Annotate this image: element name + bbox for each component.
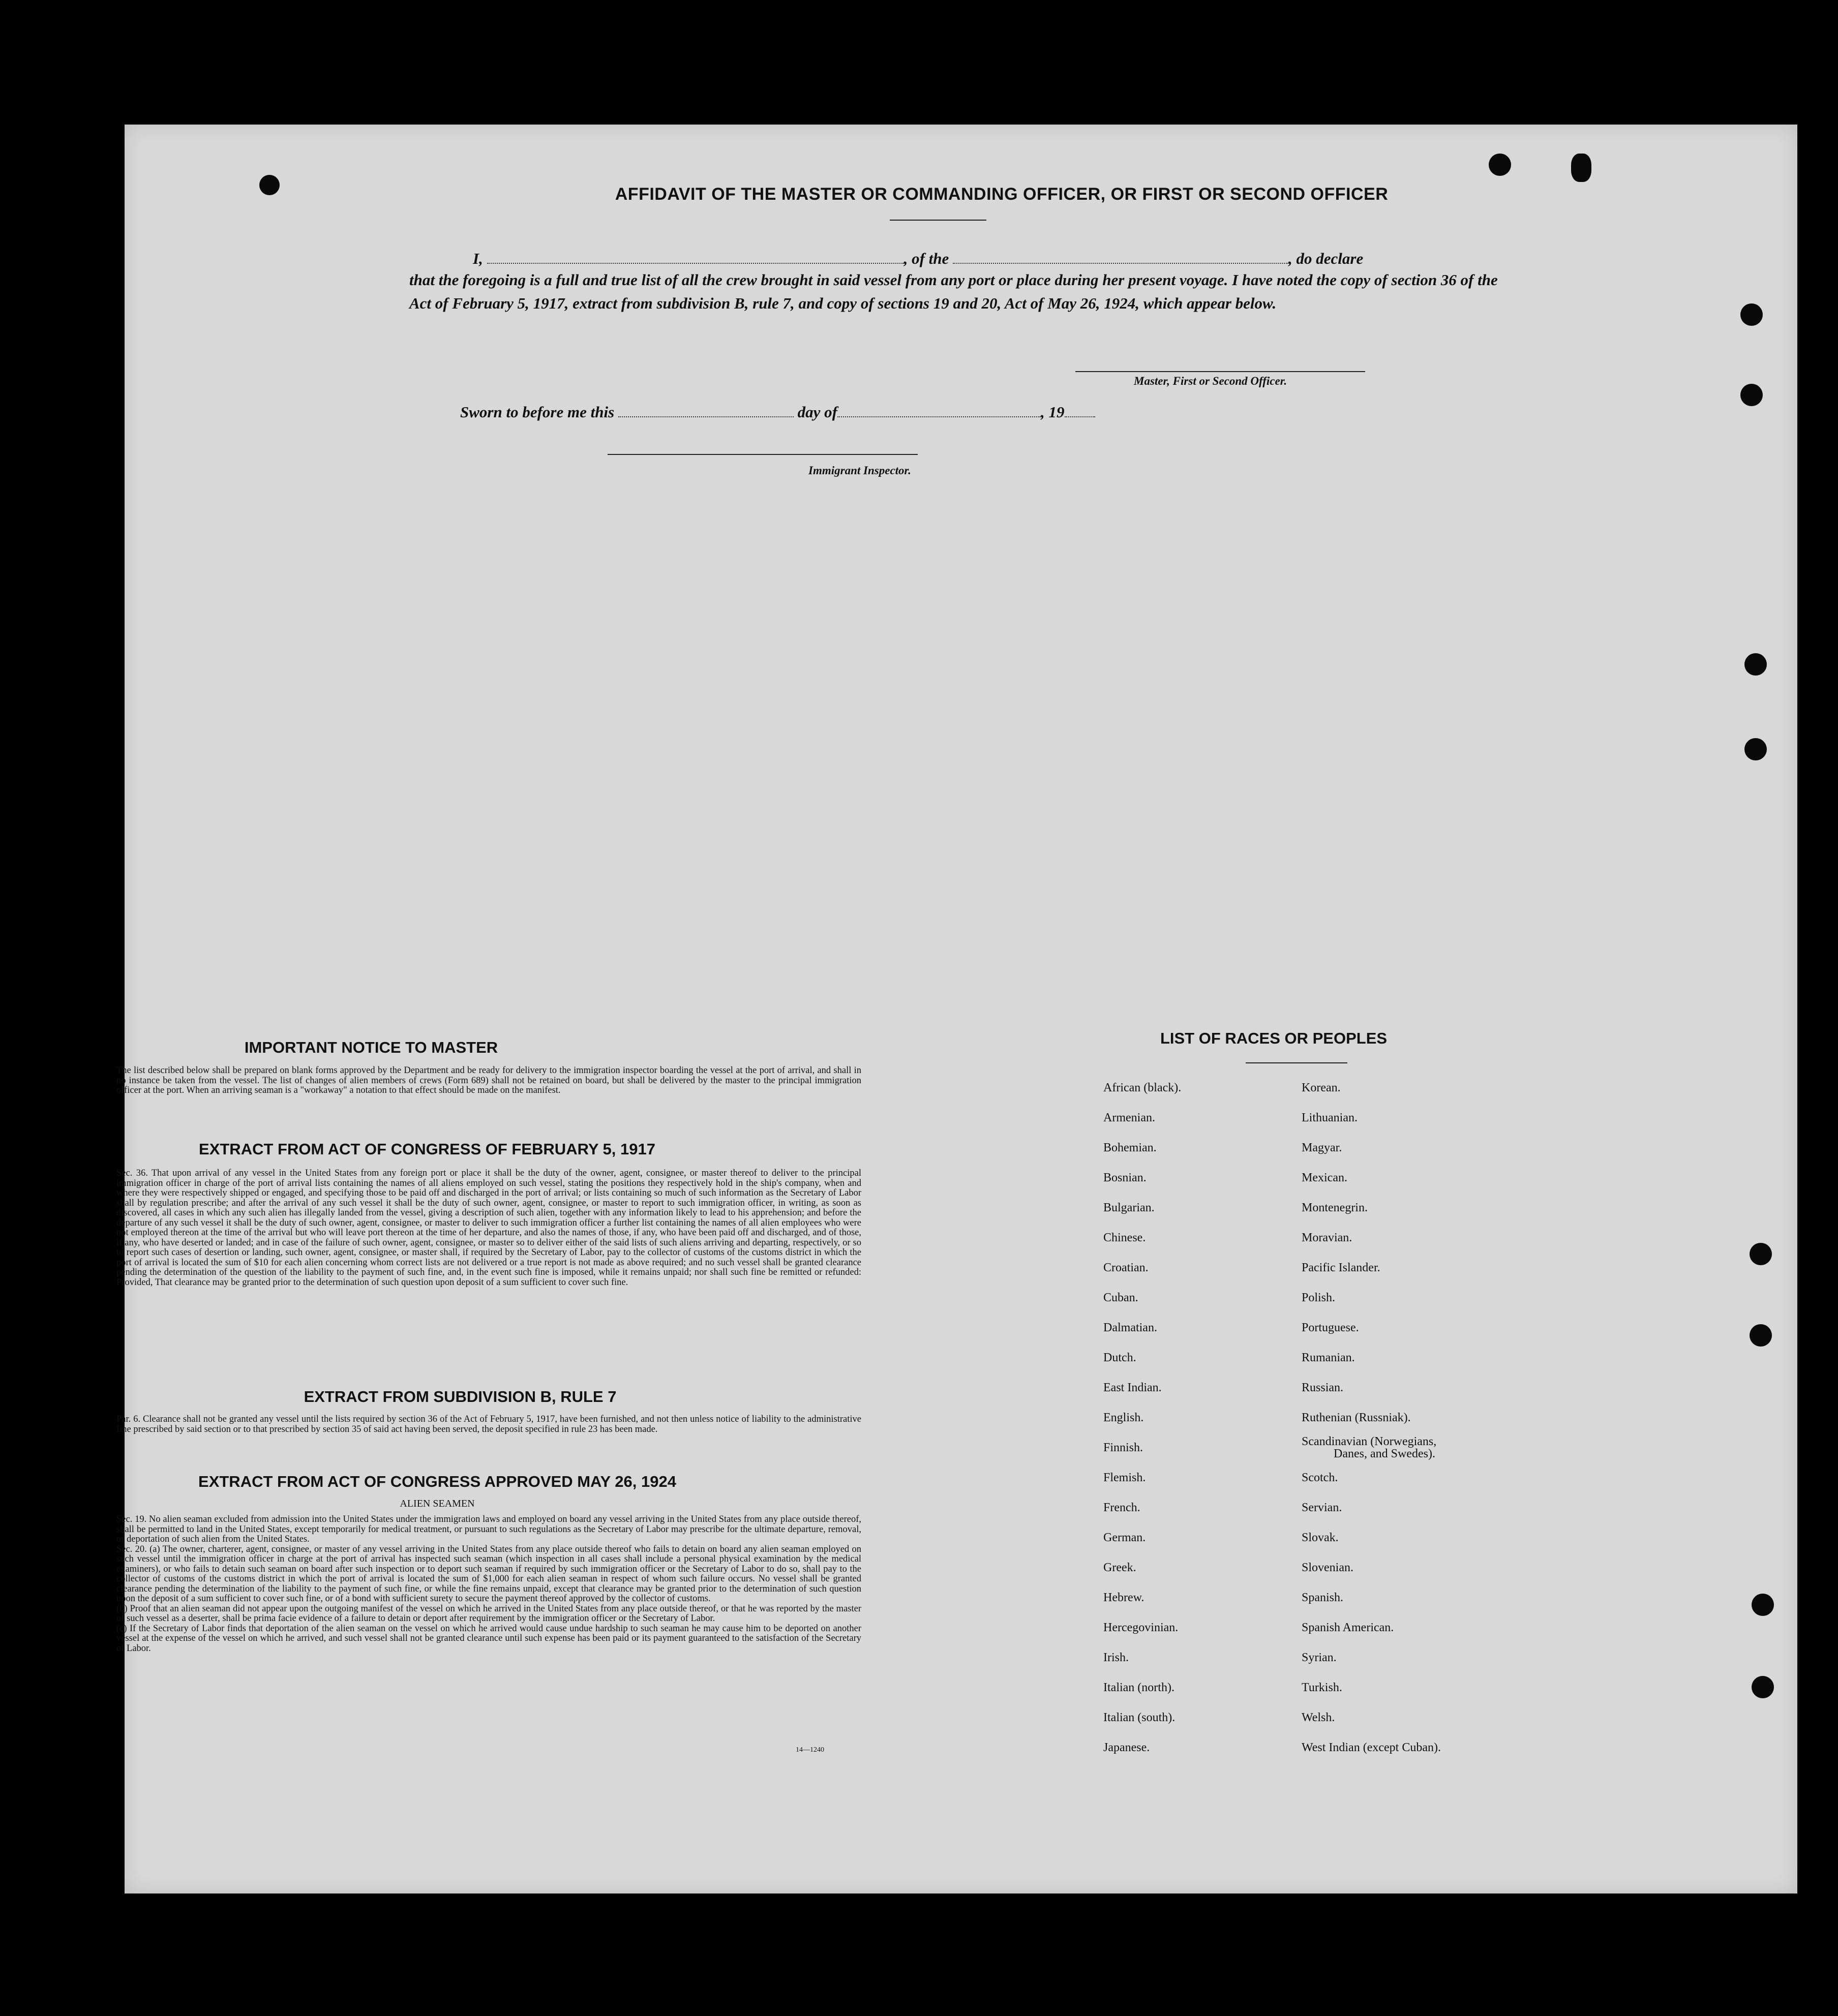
year-label: , 19 — [1041, 403, 1065, 421]
divider — [890, 220, 986, 221]
i-label: I, — [473, 250, 483, 267]
declaration-body: that the foregoing is a full and true list of all the crew brought in said vessel from any port or place during her present voyage. I have noted the copy of section 36 of the Act of February 5, 1917, extract from subdivision B, rule 7, and copy of sections 19 and 20, Act of May 26, 1924, which appear below. — [409, 271, 1498, 312]
race-item: Bohemian. — [1103, 1141, 1157, 1154]
race-item: Syrian. — [1302, 1651, 1337, 1664]
extract-1917-title: EXTRACT FROM ACT OF CONGRESS OF FEBRUARY 5, 1917 — [199, 1140, 655, 1158]
race-item: Italian (north). — [1103, 1681, 1174, 1694]
master-signature-line[interactable] — [1075, 371, 1365, 372]
punch-hole — [1740, 303, 1763, 326]
punch-hole — [1744, 738, 1767, 760]
race-item: Hercegovinian. — [1103, 1621, 1179, 1634]
race-item: Finnish. — [1103, 1441, 1143, 1454]
race-item: Slovenian. — [1302, 1561, 1353, 1574]
punch-hole — [1752, 1594, 1774, 1616]
races-title: LIST OF RACES OR PEOPLES — [1160, 1029, 1388, 1047]
form-page — [116, 125, 1797, 1893]
race-item: Turkish. — [1302, 1681, 1342, 1694]
race-item: Croatian. — [1103, 1261, 1149, 1274]
of-the-label: , of the — [903, 250, 949, 267]
sworn-month-field[interactable] — [837, 403, 1041, 417]
race-item: Spanish American. — [1302, 1621, 1394, 1634]
race-item: Moravian. — [1302, 1231, 1352, 1244]
race-item: Cuban. — [1103, 1291, 1138, 1304]
alien-seamen-subtitle: ALIEN SEAMEN — [400, 1498, 475, 1509]
punch-hole — [1489, 154, 1511, 176]
extract-rule7-text: Par. 6. Clearance shall not be granted any vessel until the lists required by section 36 of the Act of February 5, 1917, have been furnished, and not then unless notice of liability to the administrative fine prescribed by said section or to that prescribed by section 35 of said act having been served, the deposit specified in rule 23 has been made. — [116, 1414, 861, 1434]
race-item: African (black). — [1103, 1081, 1182, 1094]
notice-title: IMPORTANT NOTICE TO MASTER — [244, 1038, 498, 1056]
vessel-field[interactable] — [953, 250, 1288, 264]
inspector-label: Immigrant Inspector. — [808, 464, 911, 477]
race-item: Montenegrin. — [1302, 1201, 1368, 1214]
race-item: Chinese. — [1103, 1231, 1146, 1244]
extract-rule7-title: EXTRACT FROM SUBDIVISION B, RULE 7 — [304, 1388, 617, 1406]
punch-hole — [1752, 1676, 1774, 1698]
race-item: French. — [1103, 1501, 1140, 1514]
race-item: Greek. — [1103, 1561, 1136, 1574]
race-item: Hebrew. — [1103, 1591, 1144, 1604]
race-item: English. — [1103, 1411, 1144, 1424]
race-item: Scandinavian (Norwegians, — [1302, 1435, 1437, 1448]
race-item: Flemish. — [1103, 1471, 1146, 1484]
declare-label: , do declare — [1288, 250, 1364, 267]
race-item: Russian. — [1302, 1381, 1344, 1394]
race-item: Italian (south). — [1103, 1711, 1176, 1724]
race-item: Servian. — [1302, 1501, 1342, 1514]
race-item: Armenian. — [1103, 1111, 1155, 1124]
race-item: Slovak. — [1302, 1531, 1339, 1544]
extract-1917-text: Sec. 36. That upon arrival of any vessel in the United States from any foreign port or place it shall be the duty of the owner, agent, consignee, or master thereof to deliver to the principal immigration officer in charge of the port of arrival lists containing the names of all aliens employed on such vessel, stating the positions they respectively hold in the ship's company, when and where they were respectively shipped or engaged, and specifying those to be paid off and discharged in the port of arrival; or lists containing so much of such information as the Secretary of Labor shall by regulation prescribe; and after the arrival of any such vessel it shall be the duty of such owner, agent, consignee, or master to report to such immigration officer, in writing, as soon as discovered, all cases in which any such alien has illegally landed from the vessel, giving a description of such alien, together with any information likely to lead to his apprehension; and before the departure of any such vessel it shall be the duty of such owner, agent, consignee, or master to deliver to such immigration officer a further list containing the names of all alien employees who were not employed thereon at the time of the arrival but who will leave port thereon at the time of her departure, and also the names of those, if any, who have been paid off and discharged, and of those, if any, who have deserted or landed; and in case of the failure of such owner, agent, consignee, or master so to deliver either of the said lists of such aliens arriving and departing, respectively, or so to report such cases of desertion or landing, such owner, agent, consignee, or master shall, if required by the Secretary of Labor, pay to the collector of customs of the customs district in which the port of arrival is located the sum of $10 for each alien concerning whom correct lists are not delivered or a true report is not made as above required; and no such vessel shall be granted clearance pending the determination of the question of the liability to the payment of such fine, and, in the event such fine is imposed, while it remains unpaid; nor shall such fine be remitted or refunded: Provided, That clearance may be granted prior to the determination of such question upon deposit of a sum sufficient to cover such fine. — [116, 1168, 861, 1288]
race-item: East Indian. — [1103, 1381, 1162, 1394]
sworn-label: Sworn to before me this — [460, 403, 615, 421]
race-item: Bosnian. — [1103, 1171, 1147, 1184]
notice-text: The list described below shall be prepared on blank forms approved by the Department and be ready for delivery to the immigration inspector boarding the vessel at the port of arrival, and shall in no instance be taken from the vessel. The list of changes of alien members of crews (Form 689) shall not be retained on board, but shall be delivered by the master to the principal immigration officer at the port. When an arriving seaman is a "workaway" a notation to that effect should be made on the manifest. — [116, 1065, 861, 1095]
race-item: Rumanian. — [1302, 1351, 1355, 1364]
divider — [1246, 1062, 1347, 1063]
punch-hole — [1740, 384, 1763, 406]
inspector-signature-line[interactable] — [608, 454, 918, 455]
form-number: 14—1240 — [796, 1746, 824, 1754]
race-item: Bulgarian. — [1103, 1201, 1155, 1214]
sworn-line — [460, 403, 1095, 421]
day-of-label: day of — [797, 403, 837, 421]
punch-hole — [1750, 1324, 1772, 1347]
sworn-day-field[interactable] — [618, 403, 794, 417]
race-item: Ruthenian (Russniak). — [1302, 1411, 1411, 1424]
race-item: Dalmatian. — [1103, 1321, 1157, 1334]
race-item: Dutch. — [1103, 1351, 1136, 1364]
race-item: Mexican. — [1302, 1171, 1347, 1184]
race-item: Japanese. — [1103, 1741, 1150, 1754]
race-item: Pacific Islander. — [1302, 1261, 1380, 1274]
race-item: West Indian (except Cuban). — [1302, 1741, 1441, 1754]
master-label: Master, First or Second Officer. — [1134, 375, 1287, 387]
race-item: Lithuanian. — [1302, 1111, 1358, 1124]
race-item: German. — [1103, 1531, 1146, 1544]
race-item: Polish. — [1302, 1291, 1336, 1304]
punch-hole — [1571, 154, 1591, 182]
race-item-continuation: Danes, and Swedes). — [1334, 1447, 1435, 1460]
race-item: Magyar. — [1302, 1141, 1342, 1154]
race-item: Irish. — [1103, 1651, 1129, 1664]
race-item: Portuguese. — [1302, 1321, 1359, 1334]
punch-hole — [1744, 653, 1767, 676]
name-field[interactable] — [487, 250, 904, 264]
sworn-year-field[interactable] — [1065, 403, 1095, 417]
affidavit-title: AFFIDAVIT OF THE MASTER OR COMMANDING OFFICER, OR FIRST OR SECOND OFFICER — [615, 185, 1389, 204]
race-item: Welsh. — [1302, 1711, 1335, 1724]
punch-hole — [1750, 1243, 1772, 1265]
race-item: Scotch. — [1302, 1471, 1338, 1484]
declaration-line — [473, 250, 1363, 268]
race-item: Korean. — [1302, 1081, 1341, 1094]
extract-1924-title: EXTRACT FROM ACT OF CONGRESS APPROVED MAY 26, 1924 — [198, 1473, 676, 1490]
extract-1924-text: Sec. 19. No alien seaman excluded from admission into the United States under the immigration laws and employed on board any vessel arriving in the United States from any place outside thereof, shall be permitted to land in the United States, except temporarily for medical treatment, or pursuant to such regulations as the Secretary of Labor may prescribe for the ultimate departure, removal, or deportation of such alien from the United States. Sec. 20. (a) The owner, charterer, agent, consignee, or master of any vessel arriving in the United States from any place outside thereof who fails to detain on board any alien seaman employed on such vessel until the immigration officer in charge at the port of arrival has inspected such seaman (which inspection in all cases shall include a personal physical examination by the medical examiners), or who fails to detain such seaman on board after such inspection or to deport such seaman if required by such immigration officer or the Secretary of Labor to do so, shall pay to the collector of customs of the customs district in which the port of arrival is located the sum of $1,000 for each alien seaman in respect of whom such failure occurs. No vessel shall be granted clearance pending the determination of the liability to the payment of such fine, or while the fine remains unpaid, except that clearance may be granted prior to the determination of such question upon the deposit of a sum sufficient to cover such fine, or of a bond with sufficient surety to secure the payment thereof approved by the collector of customs. (b) Proof that an alien seaman did not appear upon the outgoing manifest of the vessel on which he arrived in the United States from any place outside thereof, or that he was reported by the master of such vessel as a deserter, shall be prima facie evidence of a failure to detain or deport after requirement by the immigration officer or the Secretary of Labor. (c) If the Secretary of Labor finds that deportation of the alien seaman on the vessel on which he arrived would cause undue hardship to such seaman he may cause him to be deported on another vessel at the expense of the vessel on which he arrived, and such vessel shall not be granted clearance until such expense has been paid or its payment guaranteed to the satisfaction of the Secretary of Labor. — [116, 1514, 861, 1654]
race-item: Spanish. — [1302, 1591, 1344, 1604]
